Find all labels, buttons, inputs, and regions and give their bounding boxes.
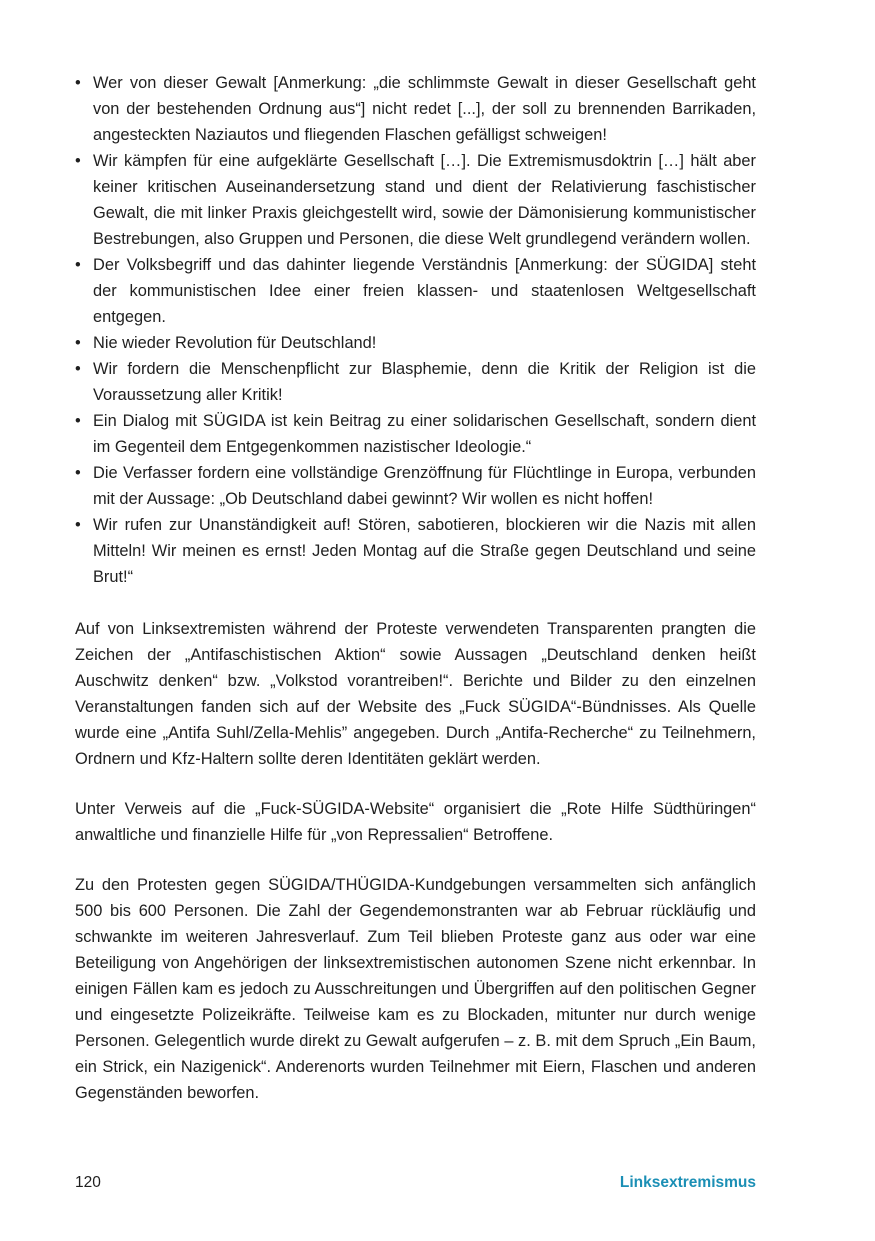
bullet-symbol: •: [75, 360, 81, 378]
page-number: 120: [75, 1174, 101, 1191]
bullet-item: [75, 148, 756, 252]
page-body: [75, 70, 756, 1106]
bullet-item: [75, 512, 756, 590]
bullet-item: [75, 330, 756, 356]
bullet-item: [75, 252, 756, 330]
paragraph-rote-hilfe: Unter Verweis auf die „Fuck-SÜGIDA-Website“ organisiert die „Rote Hilfe Südthüringen“ anwaltliche und finanzielle Hilfe für „von Repressalien“ Betroffene.: [75, 800, 756, 844]
bullet-symbol: •: [75, 516, 81, 534]
bullet-item: [75, 356, 756, 408]
bullet-symbol: •: [75, 464, 81, 482]
bullet-text: Wir rufen zur Unanständigkeit auf! Stören, sabotieren, blockieren wir die Nazis mit allen Mitteln! Wir meinen es ernst! Jeden Montag auf die Straße gegen Deutschland und seine Brut!“: [93, 516, 756, 586]
bullet-symbol: •: [75, 334, 81, 352]
bullet-text: Wir kämpfen für eine aufgeklärte Gesellschaft […]. Die Extremismusdoktrin […] hält aber keiner kritischen Auseinandersetzung stand und dient der Relativierung faschistischer Gewalt, die mit linker Praxis gleichgestellt wird, sowie der Dämonisierung kommunistischer Bestrebungen, also Gruppen und Personen, die diese Welt grundlegend verändern wollen.: [93, 152, 756, 248]
bullet-text: Wir fordern die Menschenpflicht zur Blasphemie, denn die Kritik der Religion ist die Voraussetzung aller Kritik!: [93, 360, 756, 404]
bullet-item: [75, 408, 756, 460]
bullet-symbol: •: [75, 152, 81, 170]
quote-bullet-list: [75, 70, 756, 590]
bullet-text: Der Volksbegriff und das dahinter liegende Verständnis [Anmerkung: der SÜGIDA] steht der kommunistischen Idee einer freien klassen- und staatenlosen Weltgesellschaft entgegen.: [93, 256, 756, 326]
bullet-symbol: •: [75, 412, 81, 430]
bullet-text: Nie wieder Revolution für Deutschland!: [93, 334, 377, 352]
bullet-symbol: •: [75, 256, 81, 274]
section-title: Linksextremismus: [619, 1174, 756, 1191]
bullet-item: [75, 460, 756, 512]
bullet-text: Ein Dialog mit SÜGIDA ist kein Beitrag zu einer solidarischen Gesellschaft, sondern dient im Gegenteil dem Entgegenkommen nazistischer Ideologie.“: [93, 412, 756, 456]
bullet-item: [75, 70, 756, 148]
bullet-text: Wer von dieser Gewalt [Anmerkung: „die schlimmste Gewalt in dieser Gesellschaft geht von der bestehenden Ordnung aus“] nicht redet [...], der soll zu brennenden Barrikaden, angesteckten Naziautos und fliegenden Flaschen gefälligst schweigen!: [93, 74, 756, 144]
bullet-text: Die Verfasser fordern eine vollständige Grenzöffnung für Flüchtlinge in Europa, verbunden mit der Aussage: „Ob Deutschland dabei gewinnt? Wir wollen es nicht hoffen!: [93, 464, 756, 508]
bullet-symbol: •: [75, 74, 81, 92]
paragraph-transparents: Auf von Linksextremisten während der Proteste verwendeten Transparenten prangten die Zeichen der „Antifaschistischen Aktion“ sowie Aussagen „Deutschland denken heißt Auschwitz denken“ bzw. „Volkstod vorantreiben!“. Berichte und Bilder zu den einzelnen Veranstaltungen fanden sich auf der Website des „Fuck SÜGIDA“-Bündnisses. Als Quelle wurde eine „Antifa Suhl/Zella-Mehlis” angegeben. Durch „Antifa-Recherche“ zu Teilnehmern, Ordnern und Kfz-Haltern sollte deren Identitäten geklärt werden.: [75, 620, 756, 768]
paragraph-protests: Zu den Protesten gegen SÜGIDA/THÜGIDA-Kundgebungen versammelten sich anfänglich 500 bis 600 Personen. Die Zahl der Gegendemonstranten war ab Februar rückläufig und schwankte im weiteren Jahresverlauf. Zum Teil blieben Proteste ganz aus oder war eine Beteiligung von Angehörigen der linksextremistischen autonomen Szene nicht erkennbar. In einigen Fällen kam es jedoch zu Ausschreitungen und Übergriffen auf den politischen Gegner und eingesetzte Polizeikräfte. Teilweise kam es zu Blockaden, mitunter nur durch wenige Personen. Gelegentlich wurde direkt zu Gewalt aufgerufen – z. B. mit dem Spruch „Ein Baum, ein Strick, ein Nazigenick“. Anderenorts wurden Teilnehmer mit Eiern, Flaschen und anderen Gegenständen beworfen.: [75, 876, 756, 1102]
page-footer: [75, 1171, 756, 1195]
